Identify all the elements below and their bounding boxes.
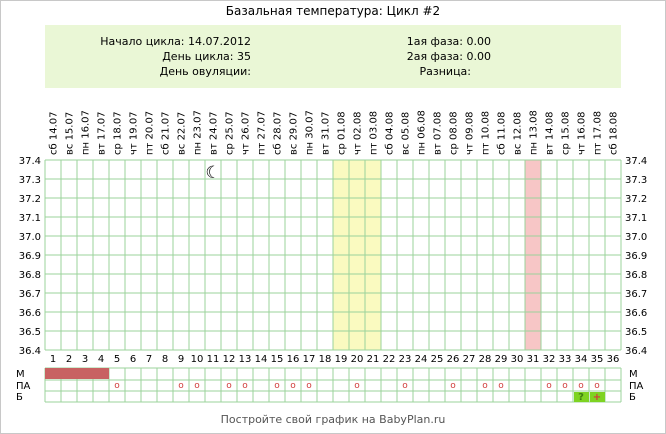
menstruation-cell bbox=[93, 368, 109, 379]
y-tick-right: 37.3 bbox=[625, 175, 648, 186]
date-label: пт 27.07 bbox=[256, 110, 268, 155]
day-number: 14 bbox=[254, 354, 268, 365]
day-number: 9 bbox=[177, 354, 185, 365]
day-number: 15 bbox=[270, 354, 284, 365]
moon-icon: ☾ bbox=[205, 163, 221, 183]
row-label-left: М bbox=[16, 369, 25, 380]
day-number: 24 bbox=[414, 354, 428, 365]
pa-mark: o bbox=[402, 381, 408, 391]
pa-mark: o bbox=[242, 381, 248, 391]
y-tick-left: 36.7 bbox=[18, 289, 41, 300]
day-number: 3 bbox=[81, 354, 89, 365]
date-label: вс 29.07 bbox=[288, 111, 300, 155]
day-number: 1 bbox=[49, 354, 57, 365]
day-number: 8 bbox=[161, 354, 169, 365]
y-tick-left: 36.6 bbox=[18, 308, 41, 319]
day-number: 33 bbox=[558, 354, 572, 365]
day-number: 6 bbox=[129, 354, 137, 365]
date-label: ср 01.08 bbox=[336, 111, 348, 155]
date-label: сб 18.08 bbox=[608, 111, 620, 155]
y-tick-right: 36.7 bbox=[625, 289, 648, 300]
y-tick-left: 36.9 bbox=[18, 251, 41, 262]
day-number: 35 bbox=[590, 354, 604, 365]
pa-mark: o bbox=[546, 381, 552, 391]
y-tick-right: 36.9 bbox=[625, 251, 648, 262]
pa-mark: o bbox=[194, 381, 200, 391]
y-tick-right: 36.8 bbox=[625, 270, 648, 281]
ovulation-day-text: День овуляции: bbox=[159, 65, 251, 78]
day-number: 19 bbox=[334, 354, 348, 365]
date-label: пт 20.07 bbox=[144, 110, 156, 155]
date-label: чт 16.08 bbox=[576, 111, 588, 155]
date-label: сб 11.08 bbox=[496, 111, 508, 155]
y-tick-right: 37.0 bbox=[625, 232, 648, 243]
pa-mark: o bbox=[498, 381, 504, 391]
date-label: сб 21.07 bbox=[160, 111, 172, 155]
cycle-day-text: День цикла: 35 bbox=[162, 50, 251, 63]
pa-mark: o bbox=[562, 381, 568, 391]
day-number: 36 bbox=[606, 354, 620, 365]
pa-mark: o bbox=[594, 381, 600, 391]
day-number: 25 bbox=[430, 354, 444, 365]
day-number: 22 bbox=[382, 354, 396, 365]
day-number: 2 bbox=[65, 354, 73, 365]
date-label: вс 22.07 bbox=[176, 111, 188, 155]
date-label: вт 14.08 bbox=[544, 111, 556, 155]
phase1-text: 1ая фаза: 0.00 bbox=[406, 35, 491, 48]
pa-mark: o bbox=[482, 381, 488, 391]
day-number: 34 bbox=[574, 354, 588, 365]
b-mark: + bbox=[592, 392, 602, 403]
day-number: 18 bbox=[318, 354, 332, 365]
date-label: сб 14.07 bbox=[48, 111, 60, 155]
menstruation-cell bbox=[45, 368, 61, 379]
row-label-right: Б bbox=[629, 392, 636, 403]
day-number: 29 bbox=[494, 354, 508, 365]
day-number: 13 bbox=[238, 354, 252, 365]
pa-mark: o bbox=[354, 381, 360, 391]
date-label: пт 17.08 bbox=[592, 110, 604, 155]
pa-mark: o bbox=[178, 381, 184, 391]
date-label: вт 07.08 bbox=[432, 111, 444, 155]
date-label: вт 17.07 bbox=[96, 111, 108, 155]
pa-mark: o bbox=[290, 381, 296, 391]
date-label: пн 06.08 bbox=[416, 110, 428, 155]
y-tick-right: 37.1 bbox=[625, 213, 648, 224]
y-tick-left: 36.4 bbox=[18, 346, 41, 357]
day-number: 26 bbox=[446, 354, 460, 365]
day-number: 11 bbox=[206, 354, 220, 365]
date-label: вт 24.07 bbox=[208, 111, 220, 155]
y-tick-right: 36.5 bbox=[625, 327, 648, 338]
pa-mark: o bbox=[226, 381, 232, 391]
row-label-left: Б bbox=[16, 392, 23, 403]
date-label: вс 12.08 bbox=[512, 111, 524, 155]
date-label: чт 02.08 bbox=[352, 111, 364, 155]
day-number: 30 bbox=[510, 354, 524, 365]
pa-mark: o bbox=[306, 381, 312, 391]
date-label: сб 04.08 bbox=[384, 111, 396, 155]
pa-mark: o bbox=[274, 381, 280, 391]
date-label: вс 05.08 bbox=[400, 111, 412, 155]
y-tick-left: 37.4 bbox=[18, 156, 41, 167]
y-tick-left: 37.2 bbox=[18, 194, 41, 205]
date-label: ср 18.07 bbox=[112, 111, 124, 155]
date-label: чт 09.08 bbox=[464, 111, 476, 155]
day-number: 27 bbox=[462, 354, 476, 365]
date-label: ср 15.08 bbox=[560, 111, 572, 155]
day-number: 4 bbox=[97, 354, 105, 365]
day-number: 21 bbox=[366, 354, 380, 365]
day-number: 31 bbox=[526, 354, 540, 365]
date-label: пн 16.07 bbox=[80, 110, 92, 155]
y-tick-left: 36.5 bbox=[18, 327, 41, 338]
row-label-left: ПА bbox=[16, 381, 31, 392]
pa-mark: o bbox=[450, 381, 456, 391]
date-label: пн 23.07 bbox=[192, 110, 204, 155]
b-mark: ? bbox=[578, 392, 584, 403]
date-label: чт 26.07 bbox=[240, 111, 252, 155]
phase2-text: 2ая фаза: 0.00 bbox=[406, 50, 491, 63]
row-label-right: М bbox=[629, 369, 638, 380]
day-number: 10 bbox=[190, 354, 204, 365]
day-number: 12 bbox=[222, 354, 236, 365]
date-label: вс 15.07 bbox=[64, 111, 76, 155]
y-tick-left: 37.1 bbox=[18, 213, 41, 224]
row-label-right: ПА bbox=[629, 381, 644, 392]
day-number: 7 bbox=[145, 354, 153, 365]
y-tick-right: 37.4 bbox=[625, 156, 648, 167]
cycle-start-text: Начало цикла: 14.07.2012 bbox=[100, 35, 251, 48]
pa-mark: o bbox=[114, 381, 120, 391]
date-label: чт 19.07 bbox=[128, 111, 140, 155]
day-number: 5 bbox=[113, 354, 121, 365]
y-tick-right: 37.2 bbox=[625, 194, 648, 205]
day-number: 32 bbox=[542, 354, 556, 365]
date-label: ср 25.07 bbox=[224, 111, 236, 155]
date-label: ср 08.08 bbox=[448, 111, 460, 155]
y-tick-left: 37.3 bbox=[18, 175, 41, 186]
date-label: пн 13.08 bbox=[528, 110, 540, 155]
day-number: 17 bbox=[302, 354, 316, 365]
y-tick-left: 37.0 bbox=[18, 232, 41, 243]
day-number: 28 bbox=[478, 354, 492, 365]
y-tick-right: 36.4 bbox=[625, 346, 648, 357]
y-tick-right: 36.6 bbox=[625, 308, 648, 319]
date-label: сб 28.07 bbox=[272, 111, 284, 155]
chart-title: Базальная температура: Цикл #2 bbox=[225, 4, 441, 18]
y-tick-left: 36.8 bbox=[18, 270, 41, 281]
pa-mark: o bbox=[578, 381, 584, 391]
date-label: вт 31.07 bbox=[320, 111, 332, 155]
date-label: пт 10.08 bbox=[480, 110, 492, 155]
day-number: 23 bbox=[398, 354, 412, 365]
footer-link[interactable]: Постройте свой график на BabyPlan.ru bbox=[220, 413, 446, 426]
difference-text: Разница: bbox=[419, 65, 471, 78]
date-label: пн 30.07 bbox=[304, 110, 316, 155]
date-label: пт 03.08 bbox=[368, 110, 380, 155]
menstruation-cell bbox=[77, 368, 93, 379]
menstruation-cell bbox=[61, 368, 77, 379]
day-number: 20 bbox=[350, 354, 364, 365]
day-number: 16 bbox=[286, 354, 300, 365]
